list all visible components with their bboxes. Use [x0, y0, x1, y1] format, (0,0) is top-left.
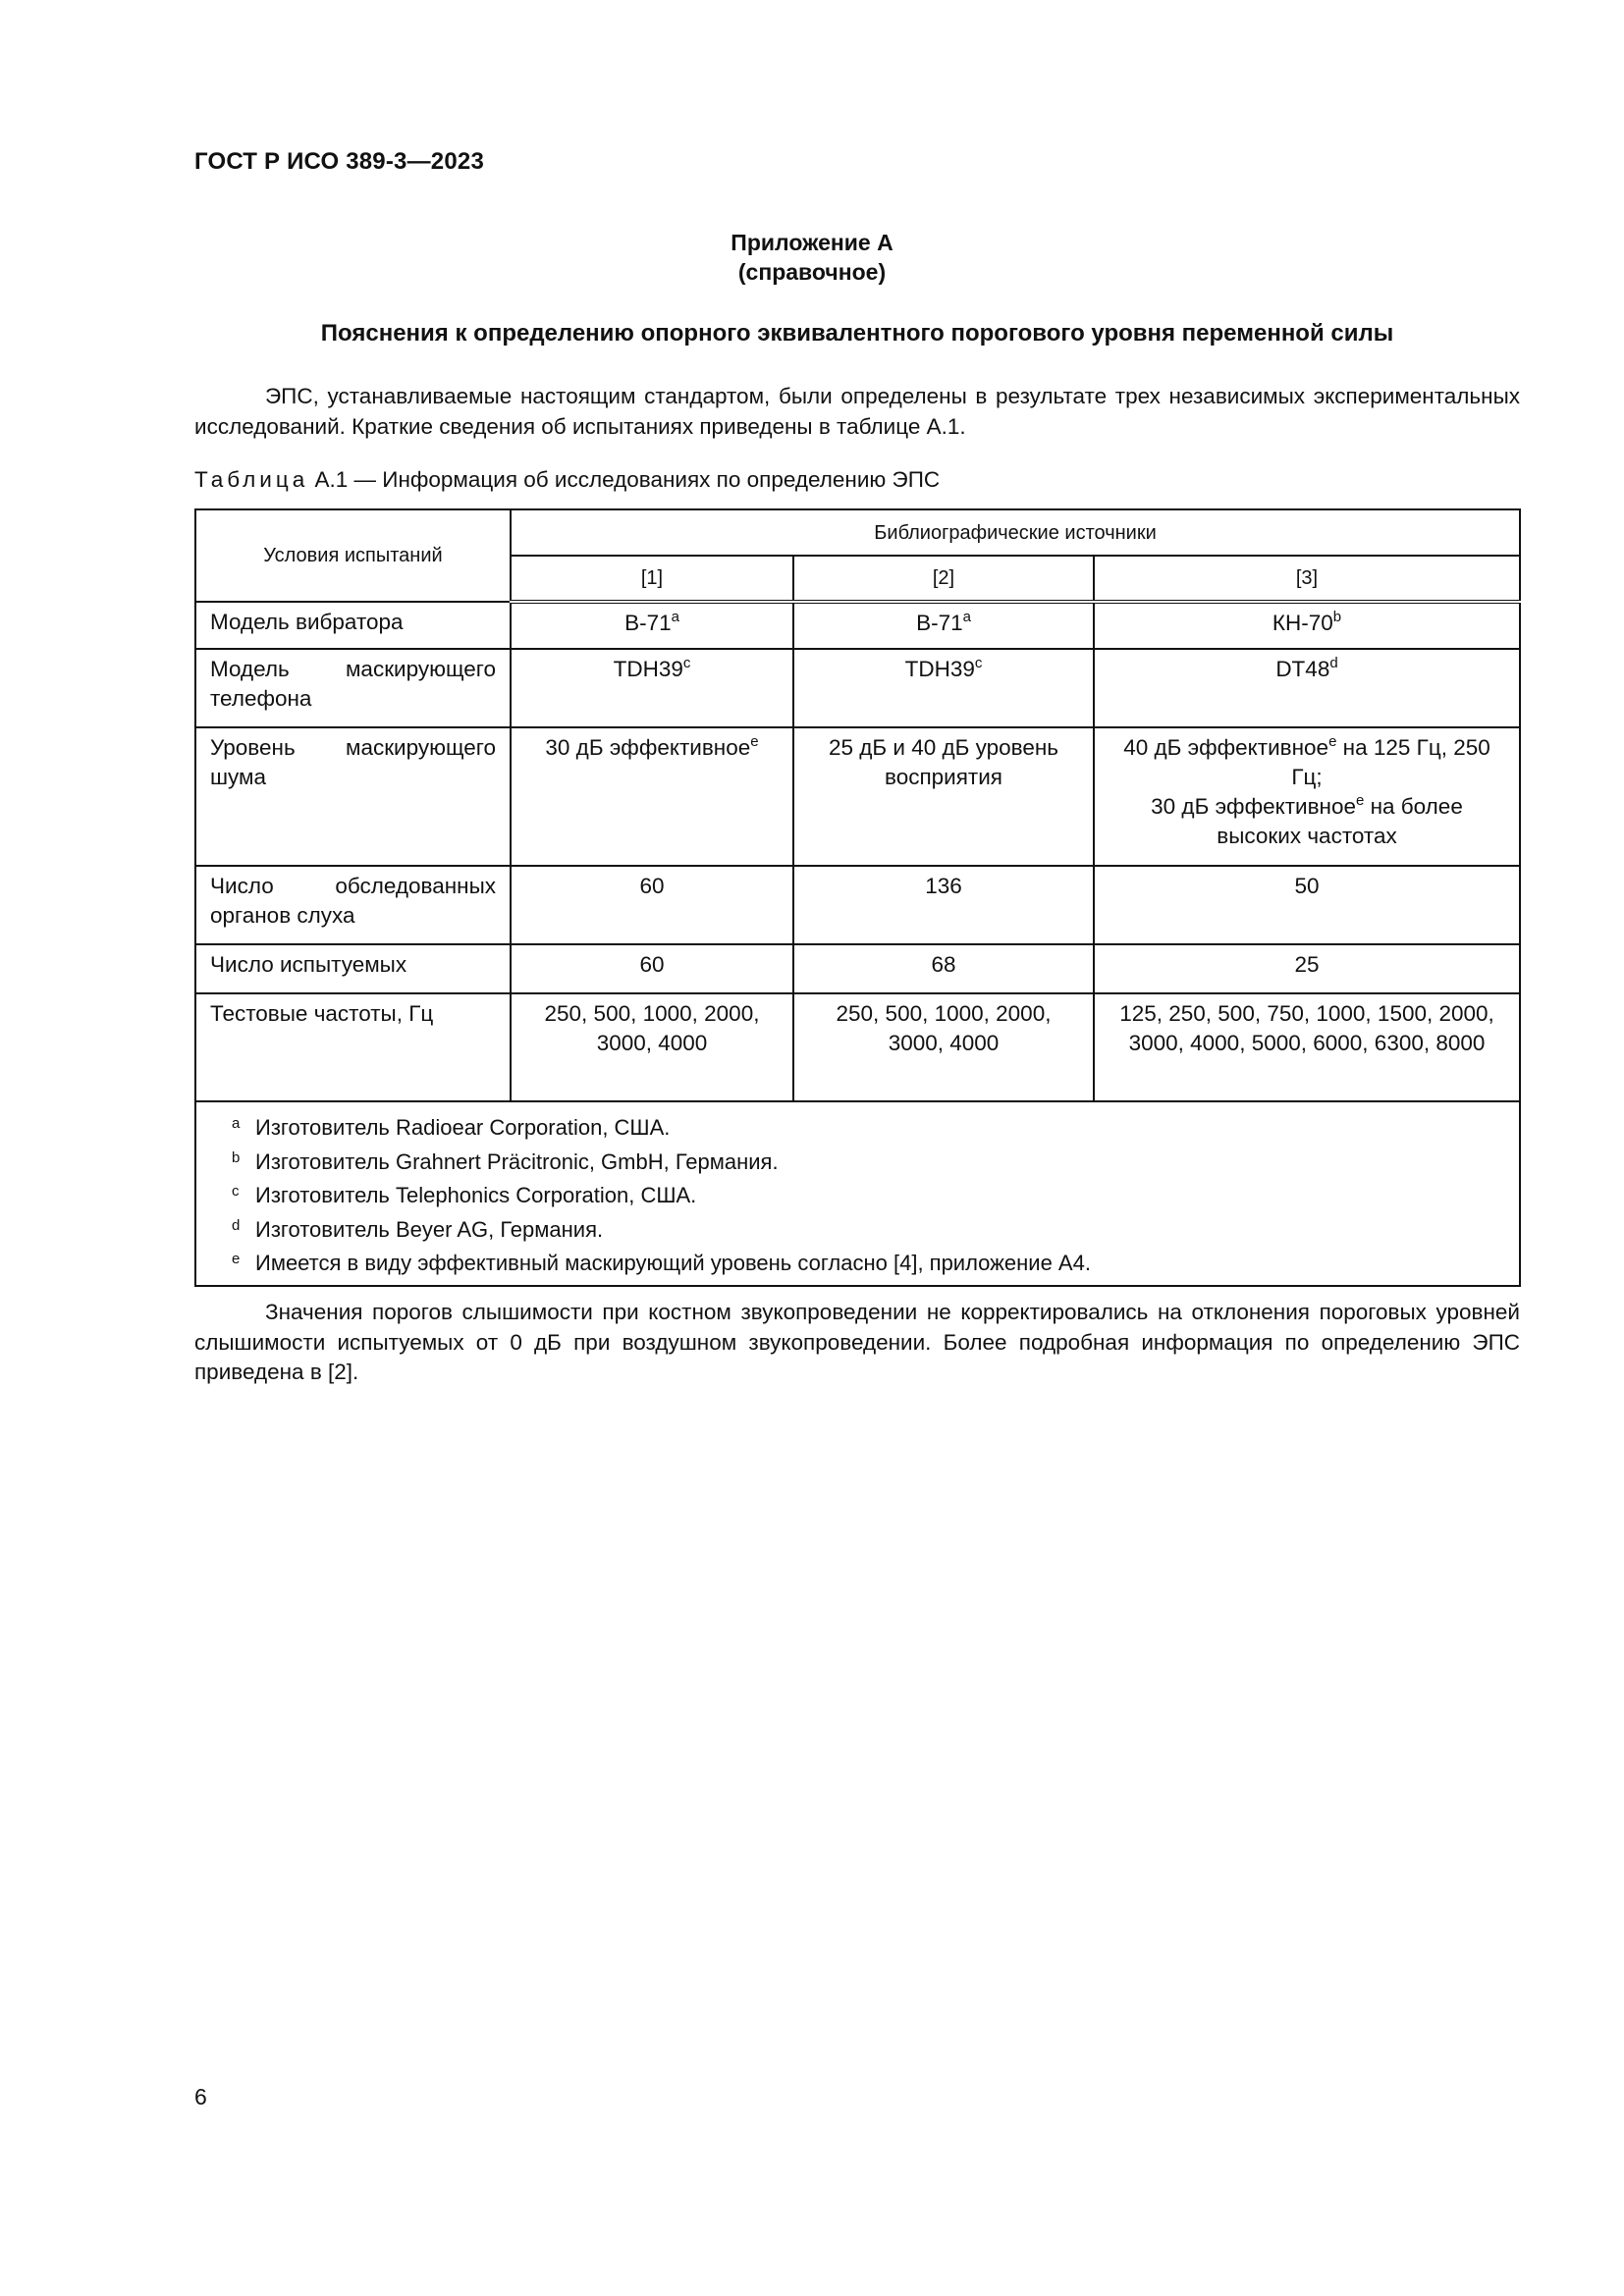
row-label: Число испытуемых [195, 944, 511, 993]
cell: TDH39$^c$ [793, 649, 1094, 727]
cell: TDH39$^c$ [511, 649, 793, 727]
cell: 25 дБ и 40 дБ уровень восприятия [793, 727, 1094, 866]
header-ref-1: [1] [511, 556, 793, 602]
cell: DT48$^d$ [1094, 649, 1520, 727]
row-label: Уровень маскирующего шума [195, 727, 511, 866]
table-row [195, 993, 1520, 1101]
footnote-mark: d [232, 1216, 241, 1234]
cell: 250, 500, 1000, 2000, 3000, 4000 [793, 993, 1094, 1101]
page-number: 6 [194, 2084, 207, 2109]
document-code: ГОСТ Р ИСО 389-3—2023 [194, 148, 484, 175]
table-caption [194, 467, 940, 493]
annex-subtitle: (справочное) [737, 259, 887, 285]
footnote-ref: c [974, 654, 983, 671]
table-footnotes [195, 1101, 1520, 1286]
table-footnotes-row [195, 1101, 1520, 1286]
footnote: е Имеется в виду эффективный маскирующий уровень согласно [4], приложение А4. [238, 1245, 1505, 1279]
cell: 25 [1094, 944, 1520, 993]
header-ref-3: [3] [1094, 556, 1520, 602]
footnote-mark: а [232, 1115, 241, 1132]
table-caption-text: А.1 — Информация об исследованиях по определению ЭПС [314, 467, 941, 492]
footnote: d Изготовитель Beyer AG, Германия. [238, 1211, 1505, 1246]
cell: 125, 250, 500, 750, 1000, 1500, 2000, 3000, 4000, 5000, 6000, 6300, 8000 [1094, 993, 1520, 1101]
header-sources: Библиографические источники [511, 509, 1520, 556]
footnote-ref: d [1329, 654, 1338, 671]
cell: 60 [511, 866, 793, 944]
table-row [195, 602, 1520, 649]
closing-paragraph-text: Значения порогов слышимости при костном звукопроведении не корректировались на отклонения пороговых уровней слышимости испытуемых от 0 дБ при воздушном звукопроведении. Более подробная информация по определению ЭПС приведена в [2]. [194, 1300, 1520, 1384]
table-row [195, 649, 1520, 727]
cell: КН-70$^b$ [1094, 602, 1520, 649]
header-conditions: Условия испытаний [195, 509, 511, 602]
cell: 40 дБ эффективное$^е$ на 125 Гц, 250 Гц; 30 дБ эффективное$^е$ на более высоких частотах [1094, 727, 1520, 866]
footnote-ref: c [682, 654, 691, 671]
cell: 50 [1094, 866, 1520, 944]
cell: 250, 500, 1000, 2000, 3000, 4000 [511, 993, 793, 1101]
section-title: Пояснения к определению опорного эквивалентного порогового уровня переменной силы [320, 320, 1394, 347]
footnote: а Изготовитель Radioear Corporation, США. [238, 1109, 1505, 1144]
footnote: b Изготовитель Grahnert Präcitronic, GmbH, Германия. [238, 1144, 1505, 1178]
cell: 30 дБ эффективное$^е$ [511, 727, 793, 866]
footnote-ref: b [1332, 608, 1342, 625]
row-label: Число обследованных органов слуха [195, 866, 511, 944]
footnote-ref: е [750, 732, 759, 750]
table-caption-label: Таблица [194, 467, 309, 492]
table-row [195, 944, 1520, 993]
footnote-ref: е [1328, 732, 1337, 750]
row-label: Тестовые частоты, Гц [195, 993, 511, 1101]
footnote-ref: а [962, 608, 971, 625]
closing-paragraph [194, 1298, 1520, 1388]
row-label: Модель вибратора [195, 602, 511, 649]
row-label: Модель маскирующего телефона [195, 649, 511, 727]
table-row [195, 727, 1520, 866]
header-ref-2: [2] [793, 556, 1094, 602]
studies-table [194, 508, 1521, 1287]
footnote: c Изготовитель Telephonics Corporation, США. [238, 1177, 1505, 1211]
table-row [195, 866, 1520, 944]
cell: $В-71^а$ [793, 602, 1094, 649]
annex-title: Приложение А [731, 230, 893, 255]
intro-paragraph-text: ЭПС, устанавливаемые настоящим стандартом, были определены в результате трех независимых экспериментальных исследований. Краткие сведения об испытаниях приведены в таблице А.1. [194, 384, 1520, 439]
table-header-row [195, 509, 1520, 556]
footnote-mark: c [232, 1183, 240, 1200]
cell: 60 [511, 944, 793, 993]
intro-paragraph [194, 382, 1520, 442]
footnote-ref: а [671, 608, 679, 625]
footnote-mark: е [232, 1251, 241, 1267]
footnote-mark: b [232, 1148, 241, 1166]
cell: 68 [793, 944, 1094, 993]
cell: 136 [793, 866, 1094, 944]
cell: $В-71^а$ [511, 602, 793, 649]
footnote-ref: е [1355, 791, 1365, 809]
annex-heading [0, 228, 1624, 287]
